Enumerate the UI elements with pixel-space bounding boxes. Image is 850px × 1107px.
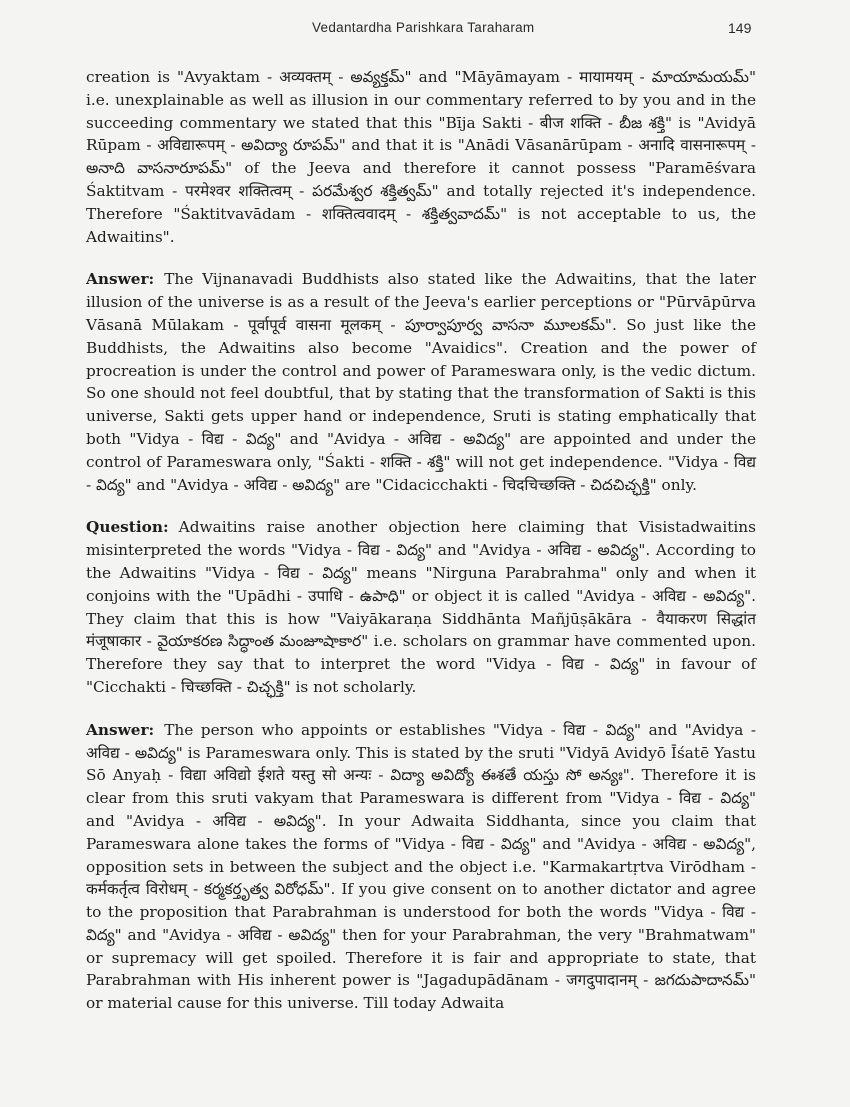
answer-label: Answer: — [86, 720, 155, 739]
answer-label: Answer: — [86, 270, 155, 289]
paragraph-text: The Vijnanavadi Buddhists also stated like the Adwaitins, that the later illusion of the universe is as a result of the Jeeva's earlier perceptions or "Pūrvāpūrva Vāsanā Mūlakam - पूर्वापूर्व वासना मूलकम् - పూర్వాపూర్వ వాసనా మూలకమ్". So just like the Buddhists, the Adwaitins also become "Avaidics". Creation and the power of procreation is under the control and power of Parameswara only, is the vedic dictum. So one should not feel doubtful, that by stating that the transformation of Sakti is this universe, Sakti gets upper hand or independence, Sruti is stating emphatically that both "Vidya - विद्य - విద్య" and "Avidya - अविद्य - అవిద్య" are appointed and under the control of Parameswara only, "Śakti - शक्ति - శక్తి" will not get independence. "Vidya - विद्य - విద్య" and "Avidya - अविद्य - అవిద్య" are "Cidacicchakti - चिदचिच्छक्ति - చిదచిచ్ఛక్తి" only. — [86, 270, 756, 494]
paragraph-text: creation is "Avyaktam - अव्यक्तम् - అవ్యక్తమ్" and "Māyāmayam - मायामयम् - మాయామయమ్" i.e. unexplainable as well as illusion in our commentary referred to by you and in the succeeding commentary we stated that this "Bīja Sakti - बीज शक्ति - బీజ శక్తి" is "Avidyā Rūpam - अविद्यारूपम् - అవిద్యా రూపమ్" and that it is "Anādi Vāsanārūpam - अनादि वासनारूपम् - అనాది వాసనారూపమ్" of the Jeeva and therefore it cannot possess "Paramēśvara Śaktitvam - परमेश्वर शक्तित्वम् - పరమేశ్వర శక్తిత్వమ్" and totally rejected it's independence. Therefore "Śaktitvavādam - शक्तित्ववादम् - శక్తిత్వవాదమ్" is not acceptable to us, the Adwaitins". — [86, 68, 756, 246]
paragraph-answer — [86, 719, 756, 1015]
paragraph-answer — [86, 268, 756, 496]
question-label: Question: — [86, 518, 169, 537]
paragraph-question — [86, 516, 756, 698]
paragraph-continuation — [86, 66, 756, 248]
paragraph-text: The person who appoints or establishes "Vidya - विद्य - విద్య" and "Avidya - अविद्य - అవిద్య" is Parameswara only. This is stated by the sruti "Vidyā Avidyō Īśatē Yastu Sō Anyaḥ - विद्या अविद्यो ईशते यस्तु सो अन्यः - విద్యా అవిద్యో ఈశతే యస్తు సో అన్యః". Therefore it is clear from this sruti vakyam that Parameswara is different from "Vidya - विद्य - విద్య" and "Avidya - अविद्य - అవిద్య". In your Adwaita Siddhanta, since you claim that Parameswara alone takes the forms of "Vidya - विद्य - విద్య" and "Avidya - अविद्य - అవిద్య", opposition sets in between the subject and the object i.e. "Karmakartṛtva Virōdham - कर्मकर्तृत्व विरोधम् - కర్మకర్తృత్వ విరోధమ్". If you give consent on to another dictator and agree to the proposition that Parabrahman is understood for both the words "Vidya - विद्य - విద్య" and "Avidya - अविद्य - అవిద్య" then for your Parabrahman, the very "Brahmatwam" or supremacy will get spoiled. Therefore it is fair and appropriate to state, that Parabrahman with His inherent power is "Jagadupādānam - जगदुपादानम् - జగదుపాదానమ్" or material cause for this universe. Till today Adwaita — [86, 720, 756, 1013]
page-header — [0, 14, 850, 42]
body-text — [86, 66, 756, 1035]
page-number: 149 — [728, 20, 752, 36]
paragraph-text: Adwaitins raise another objection here claiming that Visistadwaitins misinterpreted the words "Vidya - विद्य - విద్య" and "Avidya - अविद्य - అవిద్య". According to the Adwaitins "Vidya - विद्य - విద్య" means "Nirguna Parabrahma" only and when it conjoins with the "Upādhi - उपाधि - ఉపాధి" or object it is called "Avidya - अविद्य - అవిద్య". They claim that this is how "Vaiyākaraṇa Siddhānta Mañjūṣākāra - वैयाकरण सिद्धांत मंजूषाकार - వైయాకరణ సిద్ధాంత మంజూషాకార" i.e. scholars on grammar have commented upon. Therefore they say that to interpret the word "Vidya - विद्य - విద్య" in favour of "Cicchakti - चिच्छक्ति - చిచ్ఛక్తి" is not scholarly. — [86, 518, 756, 696]
running-title: Vedantardha Parishkara Taraharam — [312, 20, 535, 35]
